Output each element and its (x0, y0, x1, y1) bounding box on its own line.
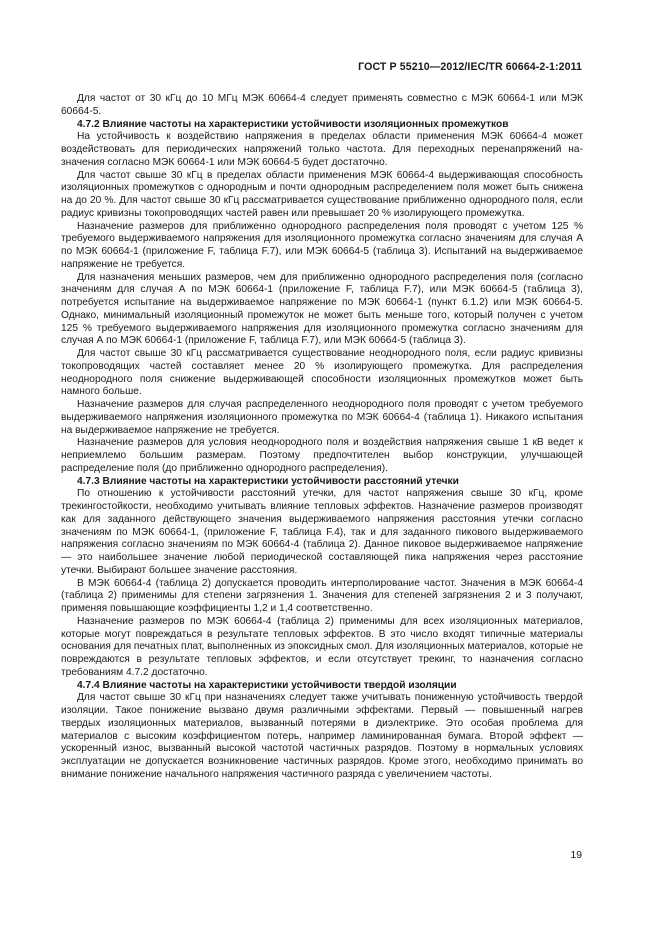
section-heading-4-7-2: 4.7.2 Влияние частоты на характеристики устойчивости изоляционных промежутков (77, 118, 509, 130)
document-body (61, 93, 583, 782)
paragraph: По отношению к устойчивости расстояний утечки, для частот напряжения свыше 30 кГц, кроме трекингостойкости, необходимо учитывать влияние тепловых эффектов. Назначение размеров производят как для заданного действующего значения выдерживаемого напряжения расстояния утечки согласно значениям по МЭК 60664-1, (приложение F, таблица F.4), так и для заданного пикового выдерживаемого напряжения согласно значениям по МЭК 60664-4 (таблица 2). Данное пиковое выдерживаемое напряжение — это наибольшее значение любой периодической составляющей пика напряжения через расстояние утечки. Выбирают большее значение расстояния. (61, 488, 583, 576)
paragraph: Назначение размеров для случая распределенного неоднородного поля проводят с учетом требуемого выдерживаемого напряжения изоляционного промежутка по МЭК 60664-4 (таблица 1). Никакого испытания на выдерживаемое напряжение не требуется. (61, 399, 583, 436)
paragraph: Для частот от 30 кГц до 10 МГц МЭК 60664-4 следует применять совместно с МЭК 60664-1 или МЭК 60664-5. (61, 93, 583, 117)
section-heading-4-7-3: 4.7.3 Влияние частоты на характеристики устойчивости расстояний утечки (77, 475, 459, 487)
paragraph: В МЭК 60664-4 (таблица 2) допускается проводить интерполирование частот. Значения в МЭК 60664-4 (таблица 2) применимы для степени загрязнения 1. Значения для степеней загрязнения 2 и 3 получают, применяя повышающие коэффициенты 1,2 и 1,4 соответственно. (61, 577, 583, 614)
section-heading-4-7-4: 4.7.4 Влияние частоты на характеристики устойчивости твердой изоляции (77, 679, 457, 691)
paragraph: На устойчивость к воздействию напряжения в пределах области применения МЭК 60664-4 может воздействовать для периодических напряжений только частота. Для переходных перенапряжений назначения согласно МЭК 60664-1 или МЭК 60664-5 будет достаточно. (61, 131, 583, 168)
document-header: ГОСТ Р 55210—2012/IEC/TR 60664-2-1:2011 (358, 61, 582, 73)
paragraph: Для назначения меньших размеров, чем для приближенно однородного распределения поля (согласно значениям для случая А по МЭК 60664-1 (приложение F, таблица F.7), или МЭК 60664-5 (таблица 3), потребуется испытание на выдерживаемое напряжение по МЭК 60664-1 (пункт 6.1.2) или МЭК 60664-5. Однако, минимальный изоляционный промежуток не может быть меньше того, который получен с учетом 125 % требуемого выдерживаемого напряжения для изоляционного промежутка согласно значениям для случая А по МЭК 60664-1 (приложение F, таблица F.7), или МЭК 60664-5 (таблица 3). (61, 271, 583, 347)
paragraph: Для частот свыше 30 кГц при назначениях следует также учитывать пониженную устойчивость твердой изоляции. Такое понижение вызвано двумя различными эффектами. Первый — повышенный нагрев твердых изоляционных материалов, вызванный потерями в диэлектрике. Это особая проблема для материалов с высоким коэффициентом потерь, например ламинированная бумага. Второй эффект — ускоренный износ, вызванный высокой частотой частичных разрядов. Поэтому в нормальных условиях эксплуатации не допускается возникновение частичных разрядов. Кроме этого, необходимо принимать во внимание понижение начального напряжения частичного разряда с увеличением частоты. (61, 692, 583, 780)
page-number: 19 (570, 850, 582, 861)
paragraph: Назначение размеров по МЭК 60664-4 (таблица 2) применимы для всех изоляционных материалов, которые могут повреждаться в результате тепловых эффектов. В это число входят типичные материалы основания для печатных плат, выполненных из эпоксидных смол. Для изоляционных материалов, которые не повреждаются в результате тепловых эффектов, и если отсутствует трекинг, то назначения согласно требованиям 4.7.2 достаточно. (61, 615, 583, 678)
paragraph: Для частот свыше 30 кГц рассматривается существование неоднородного поля, если радиус кривизны токопроводящих частей составляет менее 20 % изолирующего промежутка. Для распределения неоднородного поля снижение выдерживающей способности изоляционных промежутков может быть намного больше. (61, 348, 583, 398)
paragraph: Назначение размеров для условия неоднородного поля и воздействия напряжения свыше 1 кВ ведет к неприемлемо большим размерам. Поэтому предпочтителен выбор конструкции, улучшающей распределение поля (до приближенно однородного распределения). (61, 437, 583, 474)
paragraph: Назначение размеров для приближенно однородного распределения поля проводят с учетом 125 % требуемого выдерживаемого напряжения для изоляционного промежутка согласно значениям для случая А по МЭК 60664-1 (приложение F, таблица F.7), или МЭК 60664-5 (таблица 3). Испытаний на выдерживаемое напряжение не требуется. (61, 220, 583, 270)
paragraph: Для частот свыше 30 кГц в пределах области применения МЭК 60664-4 выдерживающая способность изоляционных промежутков с однородным и почти однородным распределением поля может быть снижена на до 20 %. Для частот свыше 30 кГц рассматривается существование приближенно однородного поля, если радиус кривизны токопроводящих частей равен или превышает 20 % изолирующего промежутка. (61, 169, 583, 219)
